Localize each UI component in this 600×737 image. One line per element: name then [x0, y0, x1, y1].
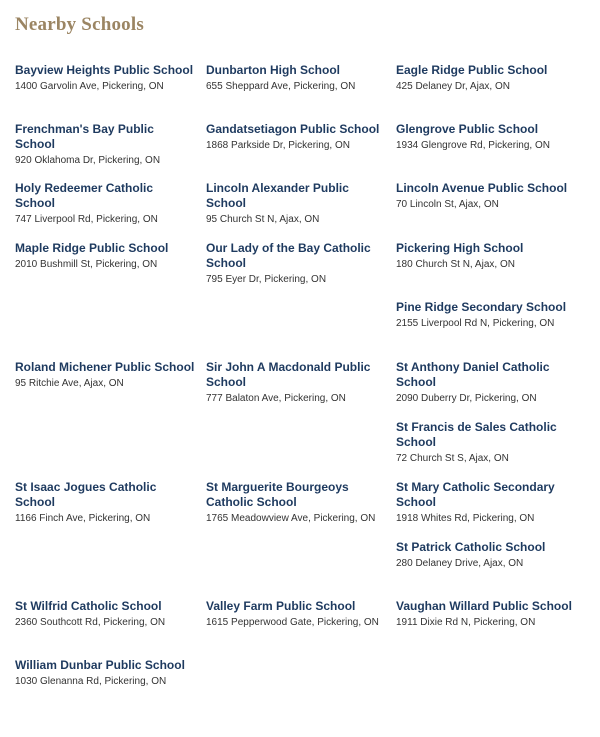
school-item	[206, 63, 386, 94]
school-item	[396, 63, 576, 94]
school-name-link[interactable]: Pickering High School	[396, 241, 524, 255]
school-item	[206, 181, 386, 227]
school-item	[206, 122, 386, 153]
school-address: 920 Oklahoma Dr, Pickering, ON	[15, 155, 161, 166]
school-address: 1166 Finch Ave, Pickering, ON	[15, 513, 151, 524]
school-address: 1934 Glengrove Rd, Pickering, ON	[396, 140, 550, 151]
school-item	[396, 122, 576, 153]
school-address: 747 Liverpool Rd, Pickering, ON	[15, 214, 158, 225]
school-address: 72 Church St S, Ajax, ON	[396, 453, 509, 464]
school-name-link[interactable]: St Francis de Sales Catholic School	[396, 420, 557, 449]
school-address: 1615 Pepperwood Gate, Pickering, ON	[206, 617, 379, 628]
school-address: 655 Sheppard Ave, Pickering, ON	[206, 81, 356, 92]
school-address: 2010 Bushmill St, Pickering, ON	[15, 259, 158, 270]
school-name-link[interactable]: Glengrove Public School	[396, 122, 539, 136]
school-name-link[interactable]: St Wilfrid Catholic School	[15, 599, 162, 613]
school-name-link[interactable]: William Dunbar Public School	[15, 658, 185, 672]
school-address: 280 Delaney Drive, Ajax, ON	[396, 558, 524, 569]
school-name-link[interactable]: St Isaac Jogues Catholic School	[15, 480, 157, 509]
school-name-link[interactable]: Lincoln Avenue Public School	[396, 181, 568, 195]
school-address: 1868 Parkside Dr, Pickering, ON	[206, 140, 350, 151]
school-name-link[interactable]: Our Lady of the Bay Catholic School	[206, 241, 371, 270]
school-address: 1918 Whites Rd, Pickering, ON	[396, 513, 535, 524]
school-name-link[interactable]: Maple Ridge Public School	[15, 241, 169, 255]
school-address: 2360 Southcott Rd, Pickering, ON	[15, 617, 166, 628]
school-item	[15, 241, 195, 272]
school-name-link[interactable]: St Anthony Daniel Catholic School	[396, 360, 550, 389]
school-item	[396, 540, 576, 571]
school-name-link[interactable]: Vaughan Willard Public School	[396, 599, 572, 613]
school-name-link[interactable]: St Mary Catholic Secondary School	[396, 480, 555, 509]
school-item	[396, 181, 576, 212]
school-name-link[interactable]: St Marguerite Bourgeoys Catholic School	[206, 480, 349, 509]
school-name-link[interactable]: Valley Farm Public School	[206, 599, 356, 613]
school-address: 2090 Duberry Dr, Pickering, ON	[396, 393, 537, 404]
school-name-link[interactable]: Dunbarton High School	[206, 63, 340, 77]
school-address: 70 Lincoln St, Ajax, ON	[396, 199, 499, 210]
school-item	[15, 122, 195, 168]
school-name-link[interactable]: Holy Redeemer Catholic School	[15, 181, 154, 210]
school-item	[396, 360, 576, 406]
school-address: 2155 Liverpool Rd N, Pickering, ON	[396, 318, 555, 329]
school-item	[396, 241, 576, 272]
school-address: 180 Church St N, Ajax, ON	[396, 259, 515, 270]
school-item	[15, 181, 195, 227]
school-address: 795 Eyer Dr, Pickering, ON	[206, 274, 327, 285]
school-item	[396, 420, 568, 466]
school-name-link[interactable]: Sir John A Macdonald Public School	[206, 360, 371, 389]
school-name-link[interactable]: St Patrick Catholic School	[396, 540, 546, 554]
school-name-link[interactable]: Lincoln Alexander Public School	[206, 181, 349, 210]
school-name-link[interactable]: Roland Michener Public School	[15, 360, 195, 374]
school-item	[15, 480, 195, 526]
school-item	[396, 480, 586, 526]
school-address: 425 Delaney Dr, Ajax, ON	[396, 81, 510, 92]
school-name-link[interactable]: Pine Ridge Secondary School	[396, 300, 567, 314]
school-name-link[interactable]: Frenchman's Bay Public School	[15, 122, 154, 151]
school-address: 95 Ritchie Ave, Ajax, ON	[15, 378, 124, 389]
school-item	[15, 599, 195, 630]
school-item	[396, 599, 576, 630]
school-address: 95 Church St N, Ajax, ON	[206, 214, 320, 225]
school-name-link[interactable]: Bayview Heights Public School	[15, 63, 194, 77]
school-item	[396, 300, 576, 331]
school-address: 1400 Garvolin Ave, Pickering, ON	[15, 81, 164, 92]
school-address: 1911 Dixie Rd N, Pickering, ON	[396, 617, 536, 628]
page-title: Nearby Schools	[15, 14, 144, 35]
school-item	[206, 599, 386, 630]
school-item	[206, 360, 378, 406]
school-item	[15, 360, 195, 391]
school-name-link[interactable]: Gandatsetiagon Public School	[206, 122, 380, 136]
school-item	[15, 63, 195, 94]
school-name-link[interactable]: Eagle Ridge Public School	[396, 63, 548, 77]
school-address: 1765 Meadowview Ave, Pickering, ON	[206, 513, 376, 524]
school-address: 1030 Glenanna Rd, Pickering, ON	[15, 676, 167, 687]
school-item	[206, 480, 386, 526]
school-address: 777 Balaton Ave, Pickering, ON	[206, 393, 346, 404]
school-item	[206, 241, 378, 287]
school-item	[15, 658, 195, 689]
